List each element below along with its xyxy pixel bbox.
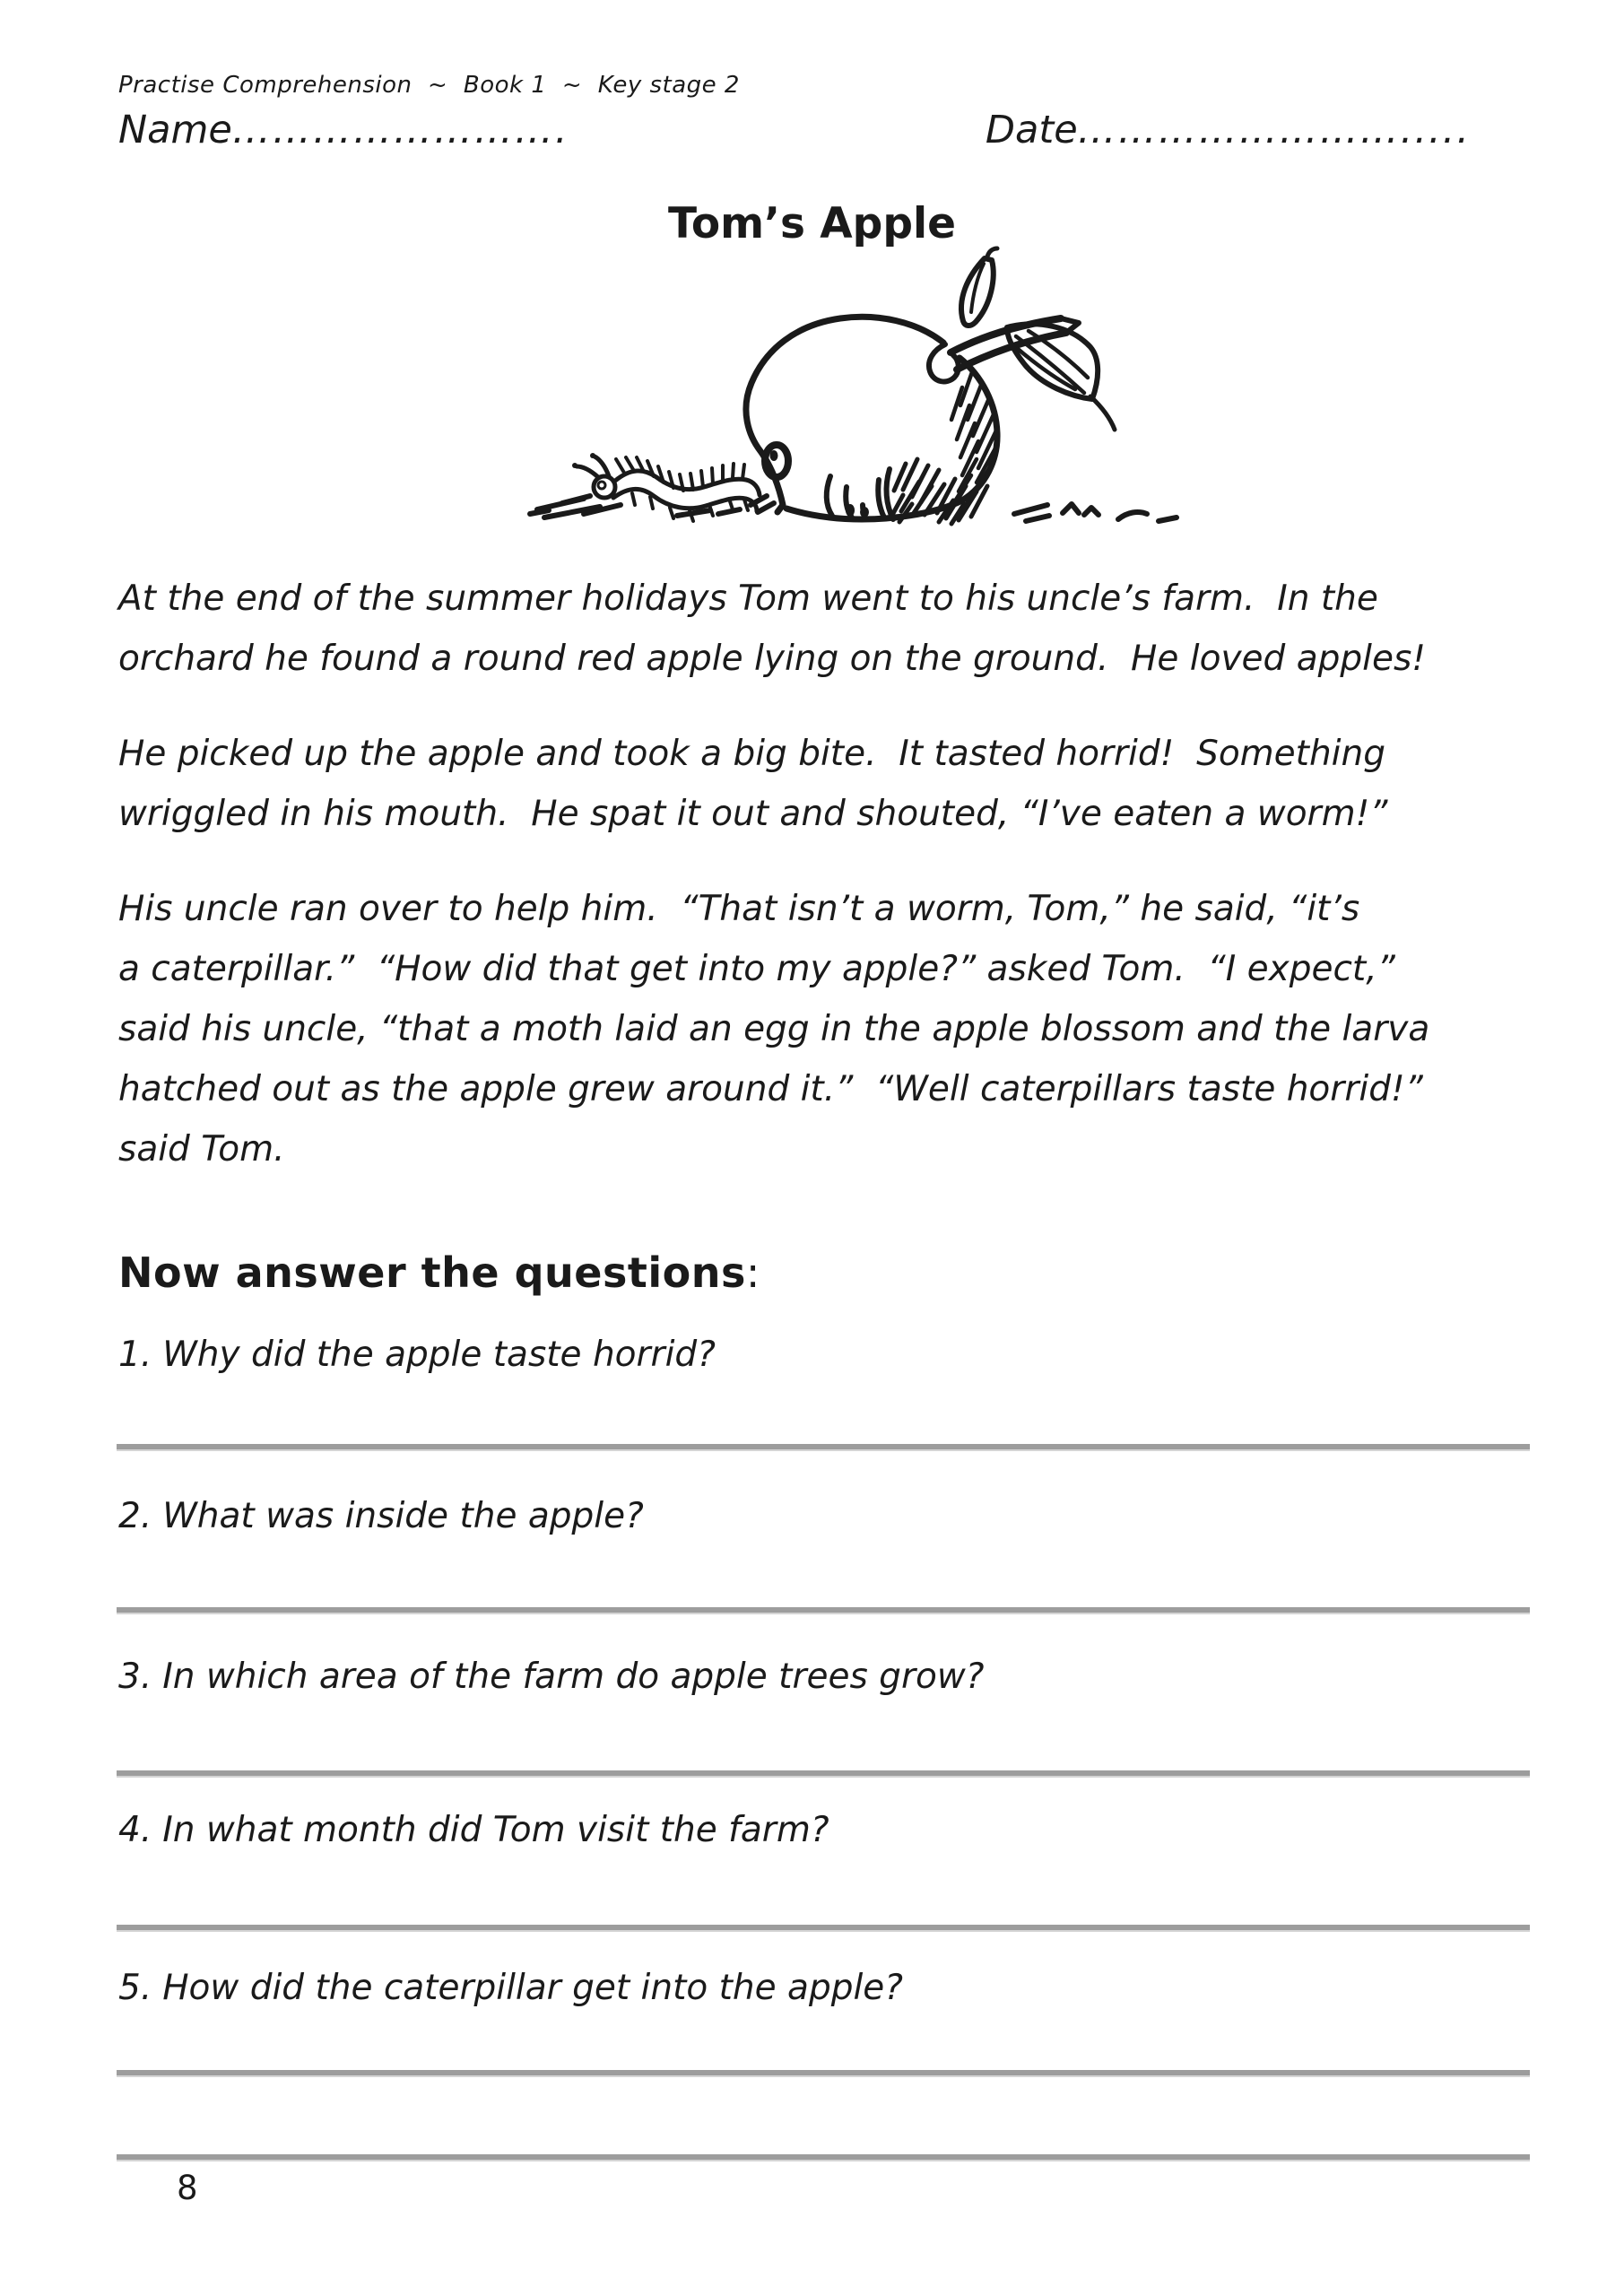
story-line: He picked up the apple and took a big bite. It tasted horrid! Something — [118, 734, 1385, 774]
question-2 — [118, 1494, 644, 1539]
name-dotted-line[interactable]: ……………………. — [231, 108, 569, 152]
question-3 — [118, 1655, 984, 1700]
grass — [530, 469, 1177, 521]
worm-hole — [765, 445, 788, 477]
questions-heading — [118, 1248, 760, 1297]
apple-caterpillar-illustration — [498, 244, 1179, 562]
story-line: hatched out as the apple grew around it.” “Well caterpillars taste horrid!” — [118, 1069, 1423, 1109]
date-dotted-line[interactable]: ……………………..... — [1077, 108, 1471, 152]
footer-rule — [117, 2154, 1530, 2161]
book-series-header: Practise Comprehension ~ Book 1 ~ Key stage 2 — [118, 72, 740, 99]
answer-line-4[interactable] — [117, 1925, 1530, 1932]
questions-heading-text: Now answer the questions — [118, 1248, 746, 1297]
answer-line-3[interactable] — [117, 1770, 1530, 1778]
story-paragraph-3 — [118, 879, 1429, 1179]
illustration-svg — [498, 244, 1179, 562]
date-field[interactable] — [986, 108, 1471, 152]
story-line: said Tom. — [118, 1129, 285, 1170]
story-line: His uncle ran over to help him. “That isn’t a worm, Tom,” he said, “it’s — [118, 889, 1360, 929]
story-line: At the end of the summer holidays Tom went to his uncle’s farm. In the — [118, 578, 1378, 619]
question-text: In which area of the farm do apple trees grow? — [162, 1657, 985, 1697]
question-5 — [118, 1966, 903, 2011]
question-number: 1. — [118, 1335, 152, 1375]
name-field[interactable] — [118, 108, 569, 152]
answer-line-5[interactable] — [117, 2070, 1530, 2077]
question-text: Why did the apple taste horrid? — [162, 1335, 716, 1375]
question-text: What was inside the apple? — [162, 1496, 644, 1536]
apple-shading-hatch — [951, 370, 996, 508]
question-number: 3. — [118, 1657, 152, 1697]
page-number: 8 — [177, 2169, 198, 2207]
question-text: In what month did Tom visit the farm? — [162, 1810, 829, 1850]
caterpillar-bristles — [616, 457, 744, 491]
question-number: 5. — [118, 1968, 152, 2008]
name-label: Name — [118, 108, 232, 152]
question-1 — [118, 1333, 716, 1378]
questions-heading-colon: : — [745, 1248, 760, 1297]
question-number: 4. — [118, 1810, 152, 1850]
story-line: said his uncle, “that a moth laid an egg in the apple blossom and the larva — [118, 1009, 1430, 1049]
question-text: How did the caterpillar get into the apple? — [162, 1968, 903, 2008]
story-title: Tom’s Apple — [668, 199, 956, 248]
story-paragraph-1 — [118, 569, 1429, 689]
name-date-row — [118, 108, 1471, 152]
answer-line-1[interactable] — [117, 1444, 1530, 1451]
story-line: orchard he found a round red apple lying on the ground. He loved apples! — [118, 639, 1426, 679]
question-number: 2. — [118, 1496, 152, 1536]
question-4 — [118, 1808, 829, 1853]
story-line: wriggled in his mouth. He spat it out and shouted, “I’ve eaten a worm!” — [118, 794, 1388, 834]
story-paragraph-2 — [118, 724, 1429, 844]
date-label: Date — [985, 108, 1078, 152]
answer-line-2[interactable] — [117, 1607, 1530, 1614]
story-line: a caterpillar.” “How did that get into my apple?” asked Tom. “I expect,” — [118, 949, 1395, 989]
story-text — [118, 569, 1429, 1214]
